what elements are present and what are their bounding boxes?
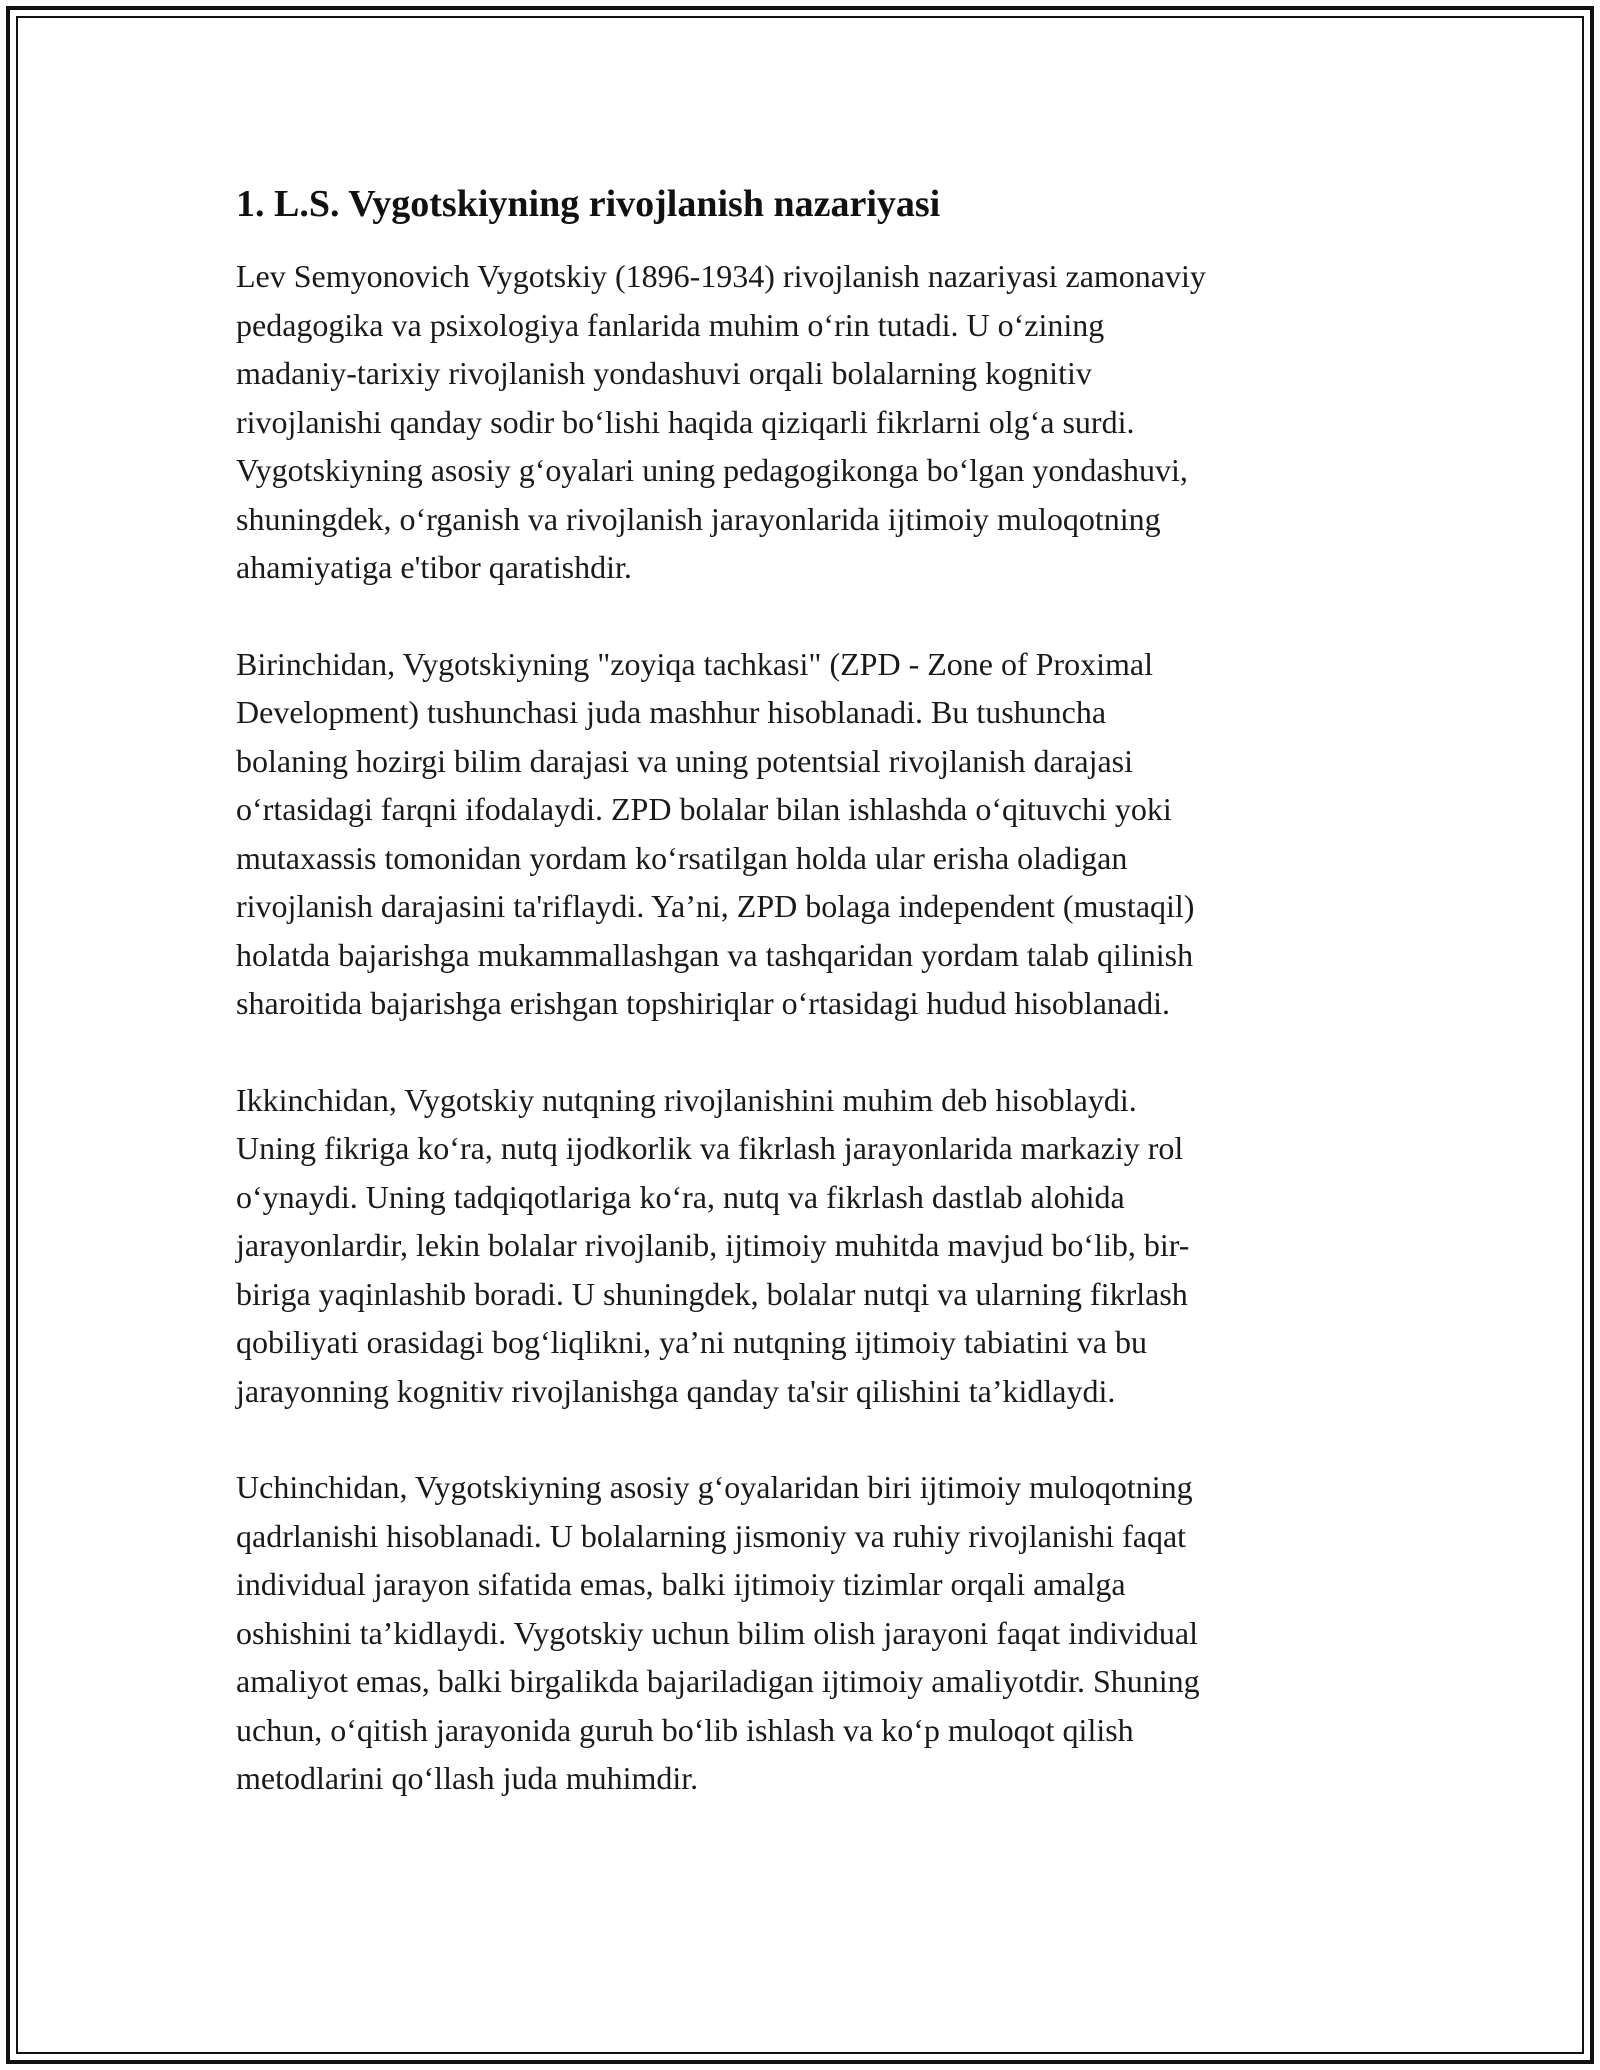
paragraph-line: biriga yaqinlashib boradi. U shuningdek, bolalar nutqi va ularning fikrlash xyxy=(236,1275,1188,1312)
paragraph-line: Lev Semyonovich Vygotskiy (1896-1934) rivojlanish nazariyasi zamonaviy xyxy=(236,258,1206,294)
paragraph-line: Uning fikriga ko‘ra, nutq ijodkorlik va fikrlash jarayonlarida markaziy rol xyxy=(236,1130,1184,1166)
paragraph-line: jarayonning kognitiv rivojlanishga qanday ta'sir qilishini ta’kidlaydi. xyxy=(236,1372,1116,1409)
paragraph-line: shuningdek, o‘rganish va rivojlanish jarayonlarida ijtimoiy muloqotning xyxy=(236,500,1161,537)
paragraph-line: mutaxassis tomonidan yordam ko‘rsatilgan holda ular erisha oladigan xyxy=(236,839,1128,876)
paragraph-line: o‘ynaydi. Uning tadqiqotlariga ko‘ra, nutq va fikrlash dastlab alohida xyxy=(236,1178,1125,1215)
paragraph-line: pedagogika va psixologiya fanlarida muhim o‘rin tutadi. U o‘zining xyxy=(236,306,1105,343)
paragraph-third-point xyxy=(236,1463,1366,1803)
paragraph-line: qadrlanishi hisoblanadi. U bolalarning jismoniy va ruhiy rivojlanishi faqat xyxy=(236,1517,1187,1554)
paragraph-line: metodlarini qo‘llash juda muhimdir. xyxy=(236,1760,699,1796)
paragraph-line: Development) tushunchasi juda mashhur hisoblanadi. Bu tushuncha xyxy=(236,694,1107,730)
paragraph-first-point xyxy=(236,640,1366,1028)
document-body xyxy=(236,180,1366,1851)
paragraph-line: amaliyot emas, balki birgalikda bajariladigan ijtimoiy amaliyotdir. Shuning xyxy=(236,1663,1200,1699)
paragraph-intro xyxy=(236,252,1366,592)
paragraph-line: individual jarayon sifatida emas, balki ijtimoiy tizimlar orqali amalga xyxy=(236,1566,1126,1602)
paragraph-line: rivojlanish darajasini ta'riflaydi. Ya’ni, ZPD bolaga independent (mustaqil) xyxy=(236,888,1195,924)
paragraph-line: Uchinchidan, Vygotskiyning asosiy g‘oyalaridan biri ijtimoiy muloqotning xyxy=(236,1469,1193,1505)
paragraph-line: Birinchidan, Vygotskiyning "zoyiqa tachkasi" (ZPD - Zone of Proximal xyxy=(236,645,1153,682)
paragraph-line: o‘rtasidagi farqni ifodalaydi. ZPD bolalar bilan ishlashda o‘qituvchi yoki xyxy=(236,791,1172,827)
paragraph-line: bolaning hozirgi bilim darajasi va uning potentsial rivojlanish darajasi xyxy=(236,742,1133,779)
paragraph-line: rivojlanishi qanday sodir bo‘lishi haqida qiziqarli fikrlarni olg‘a surdi. xyxy=(236,403,1135,440)
paragraph-line: qobiliyati orasidagi bog‘liqlikni, ya’ni nutqning ijtimoiy tabiatini va bu xyxy=(236,1324,1147,1360)
paragraph-line: Ikkinchidan, Vygotskiy nutqning rivojlanishini muhim deb hisoblaydi. xyxy=(236,1081,1137,1118)
paragraph-line: jarayonlardir, lekin bolalar rivojlanib, ijtimoiy muhitda mavjud bo‘lib, bir- xyxy=(236,1227,1190,1263)
paragraph-line: uchun, o‘qitish jarayonida guruh bo‘lib ishlash va ko‘p muloqot qilish xyxy=(236,1711,1134,1748)
paragraph-line: Vygotskiyning asosiy g‘oyalari uning pedagogikonga bo‘lgan yondashuvi, xyxy=(236,452,1188,488)
paragraph-line: ahamiyatiga e'tibor qaratishdir. xyxy=(236,549,632,585)
paragraph-line: sharoitida bajarishga erishgan topshiriqlar o‘rtasidagi hudud hisoblanadi. xyxy=(236,985,1170,1021)
paragraph-line: oshishini ta’kidlaydi. Vygotskiy uchun bilim olish jarayoni faqat individual xyxy=(236,1614,1198,1651)
paragraph-second-point xyxy=(236,1076,1366,1416)
paragraph-line: holatda bajarishga mukammallashgan va tashqaridan yordam talab qilinish xyxy=(236,936,1194,973)
section-heading: 1. L.S. Vygotskiyning rivojlanish nazariyasi xyxy=(236,183,941,225)
paragraph-line: madaniy-tarixiy rivojlanish yondashuvi orqali bolalarning kognitiv xyxy=(236,355,1092,391)
